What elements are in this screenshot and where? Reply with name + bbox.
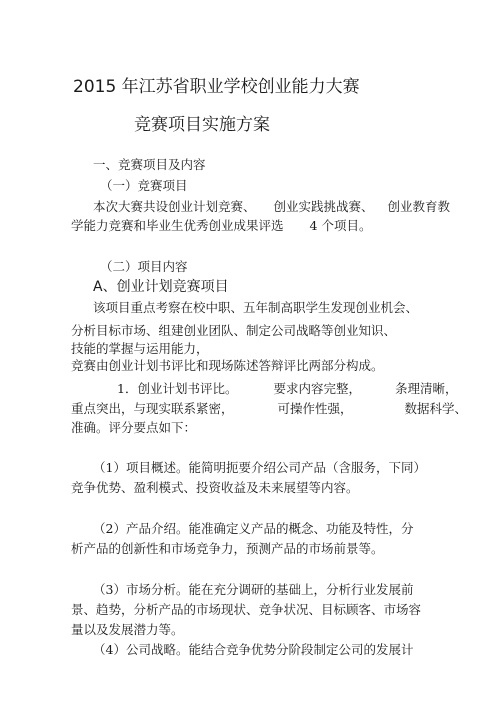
paragraph-line: 技能的掌握与运用能力， bbox=[71, 341, 209, 356]
paragraph-line: 竞争优势、盈利模式、投资收益及未来展望等内容。 bbox=[71, 480, 359, 495]
paragraph-line: 该项目重点考察在校中职、五年制高职学生发现创业机会、 bbox=[93, 300, 419, 315]
document-title: 2015 年江苏省职业学校创业能力大赛 bbox=[73, 77, 360, 97]
paragraph-line bbox=[117, 381, 458, 397]
text-fragment: 1．创业计划书评比。 bbox=[117, 381, 238, 396]
paragraph-line: 分析目标市场、组建创业团队、制定公司战略等创业知识、 bbox=[71, 323, 397, 338]
text-fragment: 学能力竞赛和毕业生优秀创业成果评选 bbox=[71, 218, 284, 233]
subsection-heading-1: （一）竞赛项目 bbox=[100, 178, 188, 193]
text-fragment: 要求内容完整， bbox=[273, 381, 361, 396]
paragraph-line: （4）公司战略。能结合竞争优势分阶段制定公司的发展计 bbox=[93, 642, 414, 657]
text-fragment: 创业教育教 bbox=[387, 199, 451, 214]
paragraph-line: 景、趋势，分析产品的市场现状、竞争状况、目标顾客、市场容 bbox=[71, 602, 422, 617]
text-fragment: 可操作性强， bbox=[277, 401, 353, 416]
paragraph-line bbox=[93, 199, 450, 215]
section-heading-a: A、创业计划竞赛项目 bbox=[93, 279, 229, 295]
text-fragment: 数据科学、 bbox=[404, 401, 468, 416]
paragraph-line: （2）产品介绍。能准确定义产品的概念、功能及特性，分 bbox=[93, 521, 414, 536]
paragraph-line: 量以及发展潜力等。 bbox=[71, 622, 184, 637]
paragraph-line: （1）项目概述。能简明扼要介绍公司产品（含服务，下同） bbox=[93, 460, 426, 475]
paragraph-line: 准确。评分要点如下： bbox=[71, 420, 197, 435]
paragraph-line bbox=[71, 218, 371, 234]
text-fragment: 4 个项目。 bbox=[309, 218, 372, 233]
paragraph-line: （3）市场分析。能在充分调研的基础上，分析行业发展前 bbox=[93, 582, 414, 597]
paragraph-line: 析产品的创新性和市场竞争力，预测产品的市场前景等。 bbox=[71, 541, 384, 556]
paragraph-line: 竞赛由创业计划书评比和现场陈述答辩评比两部分构成。 bbox=[71, 358, 384, 373]
subsection-heading-2: （二）项目内容 bbox=[100, 259, 188, 274]
paragraph-line bbox=[71, 401, 467, 417]
text-fragment: 创业实践挑战赛、 bbox=[273, 199, 374, 214]
document-subtitle: 竞赛项目实施方案 bbox=[134, 115, 270, 135]
text-fragment: 重点突出，与现实联系紧密， bbox=[71, 401, 234, 416]
section-heading-1: 一、竞赛项目及内容 bbox=[93, 157, 206, 172]
text-fragment: 本次大赛共设创业计划竞赛、 bbox=[93, 199, 256, 214]
text-fragment: 条理清晰， bbox=[394, 381, 458, 396]
